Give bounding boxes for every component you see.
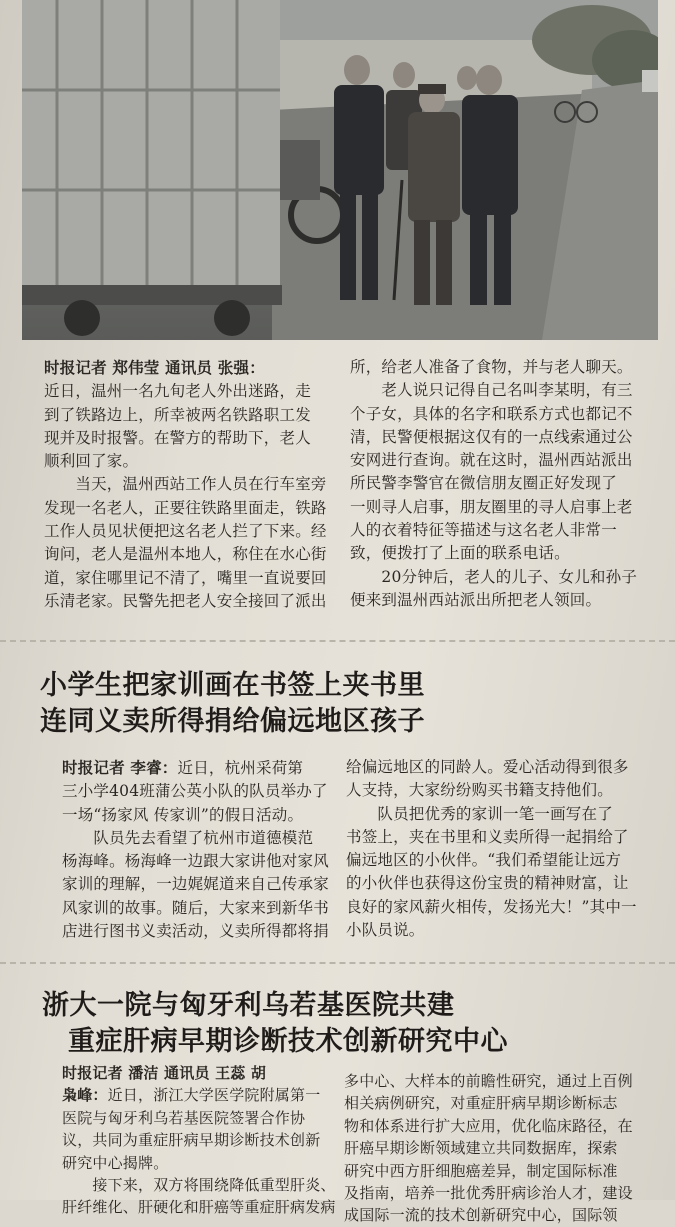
article1-left-column bbox=[44, 356, 340, 613]
article3-text-line: 接下来，双方将围绕降低重型肝炎、 bbox=[62, 1176, 336, 1195]
article3-text-line: 议，共同为重症肝病早期诊断技术创新 bbox=[62, 1131, 321, 1150]
article1-text-line: 安网进行查询。就在这时，温州西站派出 bbox=[350, 451, 633, 470]
article3-text-line: 研究中心揭牌。 bbox=[62, 1153, 169, 1172]
article2-text-line: 给偏远地区的同龄人。爱心活动得到很多 bbox=[346, 758, 629, 776]
article2-text-line: 小队员说。 bbox=[346, 921, 425, 940]
article1-text-line: 致，便拨打了上面的联系电话。 bbox=[350, 544, 570, 563]
article2-headline-line2: 连同义卖所得捐给偏远地区孩子 bbox=[40, 706, 425, 737]
article2-text-line: 偏远地区的小伙伴。“我们希望能让远方 bbox=[346, 851, 622, 870]
article3-byline: 时报记者 潘洁 通讯员 王蕊 胡 bbox=[62, 1064, 267, 1082]
article1-text-line: 20分钟后，老人的儿子、女儿和孙子 bbox=[350, 567, 638, 586]
article1-byline: 时报记者 郑伟莹 通讯员 张强： bbox=[44, 358, 265, 377]
article2-text-line: 店进行图书义卖活动，义卖所得都将捐 bbox=[62, 922, 329, 941]
article2-text-line: 队员先去看望了杭州市道德模范 bbox=[62, 828, 314, 847]
article2-text-line: 良好的家风薪火相传，发扬光大！”其中一 bbox=[346, 897, 637, 916]
article2-text-line: 队员把优秀的家训一笔一画写在了 bbox=[346, 804, 613, 823]
article3-headline-line2: 重症肝病早期诊断技术创新研究中心 bbox=[68, 1026, 508, 1057]
article3-text-line: 研究中西方肝细胞癌差异，制定国际标准 bbox=[344, 1161, 618, 1180]
article2-text-line: 书签上，夹在书里和义卖所得一起捐给了 bbox=[346, 827, 629, 846]
article1-text-line: 便来到温州西站派出所把老人领回。 bbox=[350, 590, 602, 609]
article3-text-line: 及指南，培养一批优秀肝病诊治人才，建设 bbox=[344, 1184, 633, 1203]
article3-text-line: 肝癌早期诊断领域建立共同数据库，探索 bbox=[344, 1139, 618, 1158]
article1-text-line: 近日，温州一名九旬老人外出迷路，走 bbox=[44, 382, 311, 401]
article1-right-column bbox=[350, 356, 650, 612]
news-photo bbox=[22, 0, 658, 340]
article3-text-line: 医院与匈牙利乌若基医院签署合作协 bbox=[62, 1108, 306, 1127]
article1-text-line: 个子女，具体的名字和联系方式也都记不 bbox=[350, 404, 633, 423]
article2-headline bbox=[40, 668, 425, 740]
article3-left-column bbox=[62, 1062, 344, 1219]
section-divider bbox=[0, 962, 675, 964]
article3-text-line: 近日，浙江大学医学院附属第一 bbox=[107, 1086, 321, 1105]
article1-text-line: 人的衣着特征等描述与这名老人非常一 bbox=[350, 521, 617, 540]
article2-left-column bbox=[62, 756, 344, 943]
police-escort-photo bbox=[22, 0, 658, 340]
article1-text-line: 当天，温州西站工作人员在行车室旁 bbox=[44, 475, 327, 494]
article3-right-column bbox=[344, 1070, 654, 1227]
article1-text-line: 发现一名老人，正要往铁路里面走，铁路 bbox=[44, 498, 327, 517]
article2-text-line: 的小伙伴也获得这份宝贵的精神财富，让 bbox=[346, 874, 629, 893]
article1-text-line: 乐清老家。民警先把老人安全接回了派出 bbox=[44, 591, 327, 610]
article1-text-line: 所，给老人准备了食物，并与老人聊天。 bbox=[350, 358, 633, 376]
article1-text-line: 工作人员见状便把这名老人拦了下来。经 bbox=[44, 522, 327, 541]
article1-text-line: 所民警李警官在微信朋友圈正好发现了 bbox=[350, 474, 617, 493]
article2-text-line: 风家训的故事。随后，大家来到新华书 bbox=[62, 898, 329, 917]
article2-text-line: 人支持，大家纷纷购买书籍支持他们。 bbox=[346, 781, 613, 800]
article1-text-line: 老人说只记得自己名叫李某明，有三 bbox=[350, 381, 633, 400]
article3-headline bbox=[42, 988, 508, 1060]
section-divider bbox=[0, 640, 675, 642]
article1-text-line: 顺利回了家。 bbox=[44, 452, 139, 471]
article1-text-line: 一则寻人启事，朋友圈里的寻人启事上老 bbox=[350, 497, 633, 516]
article3-text-line: 相关病例研究，对重症肝病早期诊断标志 bbox=[344, 1094, 618, 1113]
article3-text-line: 物和体系进行扩大应用，优化临床路径，在 bbox=[344, 1116, 633, 1135]
article2-right-column bbox=[346, 756, 651, 942]
article2-text-line: 一场“扬家风 传家训”的假日活动。 bbox=[62, 805, 304, 824]
article1-text-line: 询问，老人是温州本地人，称住在水心街 bbox=[44, 545, 327, 564]
article1-text-line: 到了铁路边上，所幸被两名铁路职工发 bbox=[44, 405, 311, 424]
article1-text-line: 现并及时报警。在警方的帮助下，老人 bbox=[44, 428, 311, 447]
article3-headline-line1: 浙大一院与匈牙利乌若基医院共建 bbox=[42, 990, 455, 1021]
article2-text-line: 三小学404班蒲公英小队的队员举办了 bbox=[62, 782, 328, 801]
article2-text-line: 杨海峰。杨海峰一边跟大家讲他对家风 bbox=[62, 852, 329, 871]
article2-text-line: 家训的理解，一边娓娓道来自己传承家 bbox=[62, 875, 329, 894]
article2-byline: 时报记者 李睿： bbox=[62, 758, 178, 777]
article2-headline-line1: 小学生把家训画在书签上夹书里 bbox=[40, 670, 425, 701]
article1-text-line: 道，家住哪里记不清了，嘴里一直说要回 bbox=[44, 568, 327, 587]
article3-byline-cont: 枭峰： bbox=[62, 1086, 108, 1105]
article2-text-line: 近日，杭州采荷第 bbox=[177, 759, 304, 777]
article1-text-line: 清，民警便根据这仅有的一点线索通过公 bbox=[350, 427, 633, 446]
article3-text-line: 肝纤维化、肝硬化和肝癌等重症肝病发病 bbox=[62, 1198, 336, 1217]
article3-text-line: 多中心、大样本的前瞻性研究，通过上百例 bbox=[344, 1072, 633, 1090]
article3-text-line: 成国际一流的技术创新研究中心，国际领 bbox=[344, 1206, 618, 1225]
